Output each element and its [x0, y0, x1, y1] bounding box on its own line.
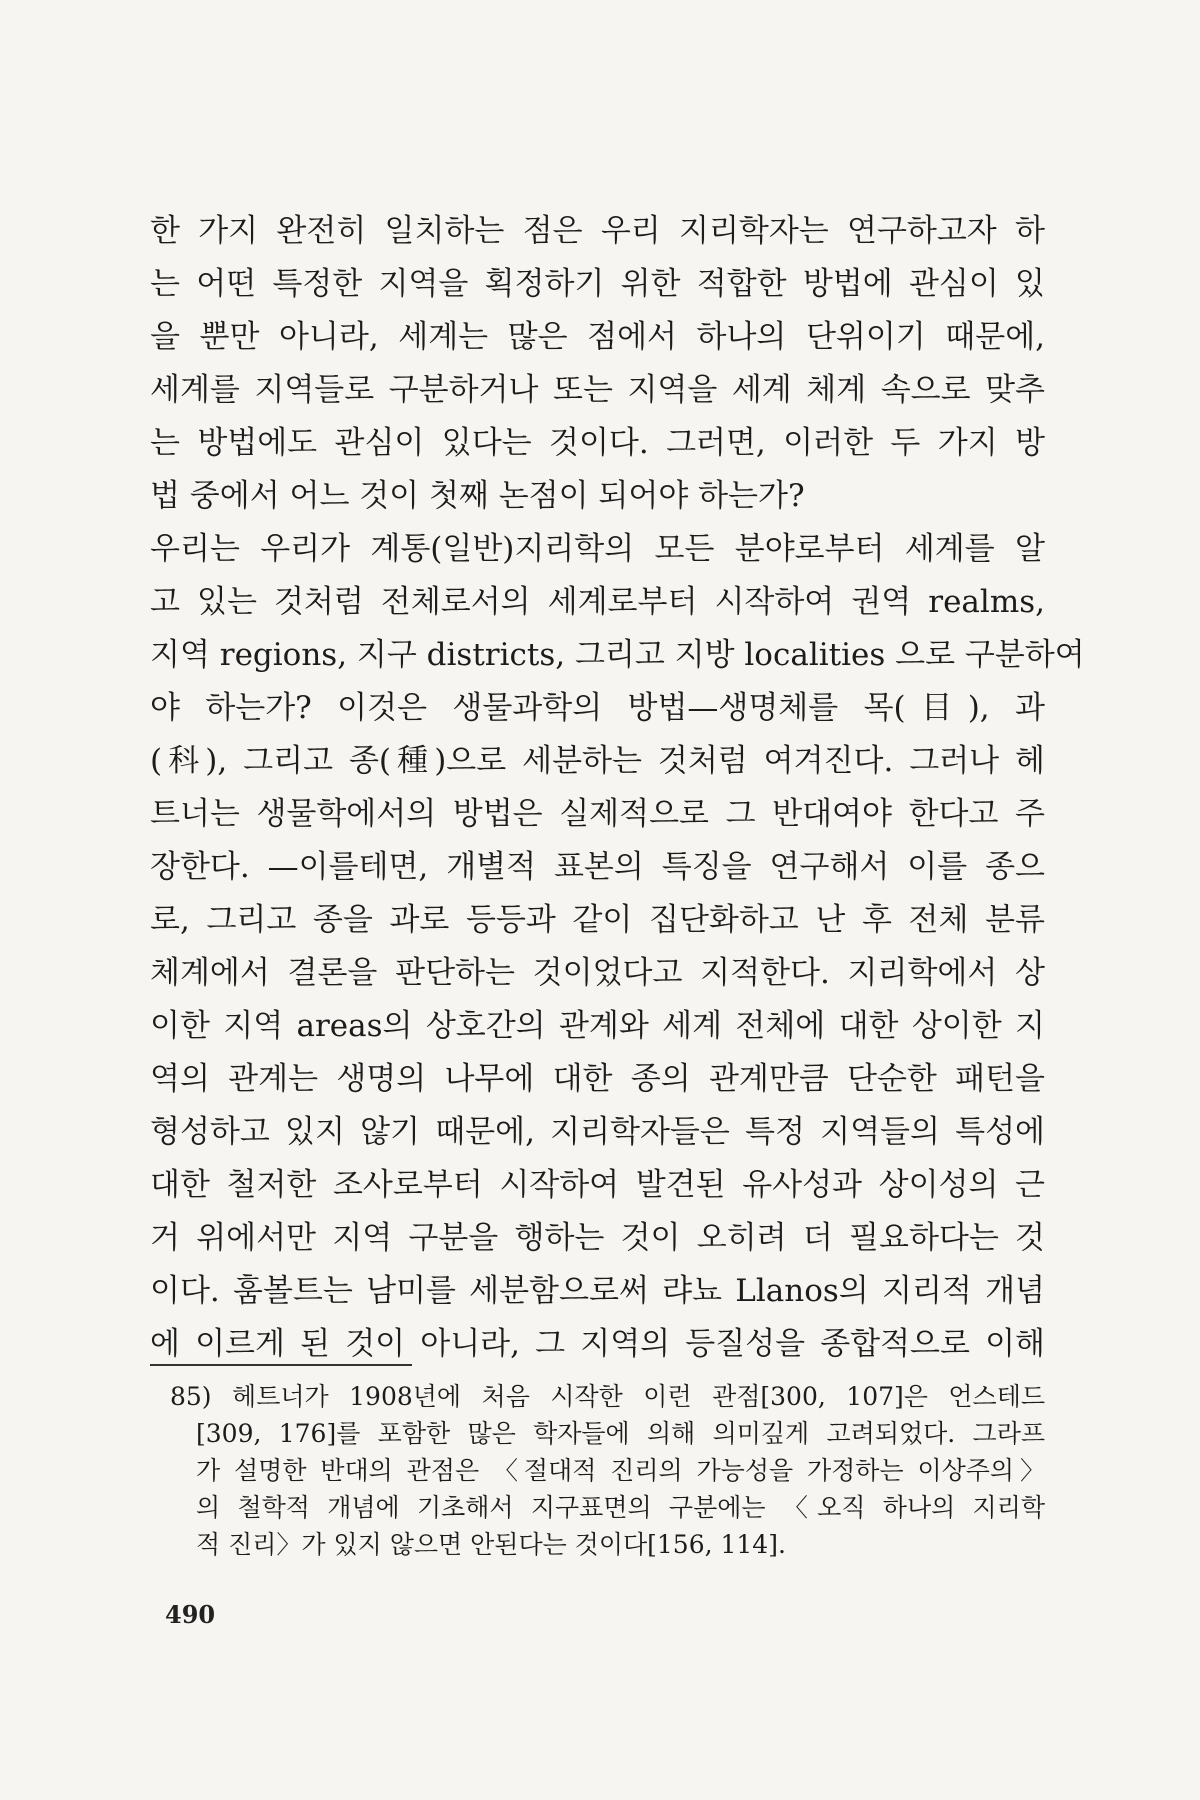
- text-line: 법 중에서 어느 것이 첫째 논점이 되어야 하는가?: [150, 478, 805, 514]
- main-text-block: [150, 205, 1085, 1371]
- text-line: 체계에서 결론을 판단하는 것이었다고 지적한다. 지리학에서 상: [150, 955, 1045, 991]
- text-line: 세계를 지역들로 구분하거나 또는 지역을 세계 체계 속으로 맞추: [150, 372, 1045, 408]
- text-line: 을 뿐만 아니라, 세계는 많은 점에서 하나의 단위이기 때문에,: [150, 319, 1045, 355]
- text-line: 대한 철저한 조사로부터 시작하여 발견된 유사성과 상이성의 근: [150, 1167, 1045, 1203]
- text-line: 장한다. —이를테면, 개별적 표본의 특징을 연구해서 이를 종으: [150, 849, 1045, 885]
- footnote-line: [309, 176]를 포함한 많은 학자들에 의해 의미깊게 고려되었다. 그라프: [196, 1419, 1045, 1448]
- footnote-block: [170, 1378, 1045, 1563]
- body-paragraphs: [150, 205, 1085, 1371]
- footnote-line: 85) 헤트너가 1908년에 처음 시작한 이런 관점[300, 107]은 언스테드: [170, 1382, 1045, 1411]
- text-line: 이다. 훔볼트는 남미를 세분함으로써 랴뇨 Llanos의 지리적 개념: [150, 1273, 1045, 1309]
- text-line: 에 이르게 된 것이 아니라, 그 지역의 등질성을 종합적으로 이해: [150, 1326, 1045, 1362]
- text-line: 한 가지 완전히 일치하는 점은 우리 지리학자는 연구하고자 하: [150, 213, 1045, 249]
- text-line: 고 있는 것처럼 전체로서의 세계로부터 시작하여 권역 realms,: [150, 584, 1045, 620]
- footnote-line: 의 철학적 개념에 기초해서 지구표면의 구분에는 〈오직 하나의 지리학: [196, 1493, 1045, 1522]
- footnote-line: 가 설명한 반대의 관점은 〈절대적 진리의 가능성을 가정하는 이상주의〉: [196, 1456, 1045, 1485]
- text-line: 트너는 생물학에서의 방법은 실제적으로 그 반대여야 한다고 주: [150, 796, 1045, 832]
- text-line: 는 어떤 특정한 지역을 획정하기 위한 적합한 방법에 관심이 있: [150, 266, 1045, 302]
- text-line: 는 방법에도 관심이 있다는 것이다. 그러면, 이러한 두 가지 방: [150, 425, 1045, 461]
- page-number: 490: [165, 1600, 216, 1629]
- footnote-divider: [150, 1364, 412, 1366]
- text-line: 거 위에서만 지역 구분을 행하는 것이 오히려 더 필요하다는 것: [150, 1220, 1045, 1256]
- text-line: 이한 지역 areas의 상호간의 관계와 세계 전체에 대한 상이한 지: [150, 1008, 1045, 1044]
- text-line: 역의 관계는 생명의 나무에 대한 종의 관계만큼 단순한 패턴을: [150, 1061, 1045, 1097]
- text-line: (科), 그리고 종(種)으로 세분하는 것처럼 여겨진다. 그러나 헤: [150, 743, 1045, 779]
- text-line: 지역 regions, 지구 districts, 그리고 지방 localities 으로 구분하여: [150, 637, 1085, 673]
- text-line: 야 하는가? 이것은 생물과학의 방법—생명체를 목(目), 과: [150, 690, 1045, 726]
- text-line: 우리는 우리가 계통(일반)지리학의 모든 분야로부터 세계를 알: [150, 531, 1045, 567]
- text-line: 형성하고 있지 않기 때문에, 지리학자들은 특정 지역들의 특성에: [150, 1114, 1045, 1150]
- text-line: 로, 그리고 종을 과로 등등과 같이 집단화하고 난 후 전체 분류: [150, 902, 1045, 938]
- footnote-line: 적 진리〉가 있지 않으면 안된다는 것이다[156, 114].: [196, 1530, 786, 1559]
